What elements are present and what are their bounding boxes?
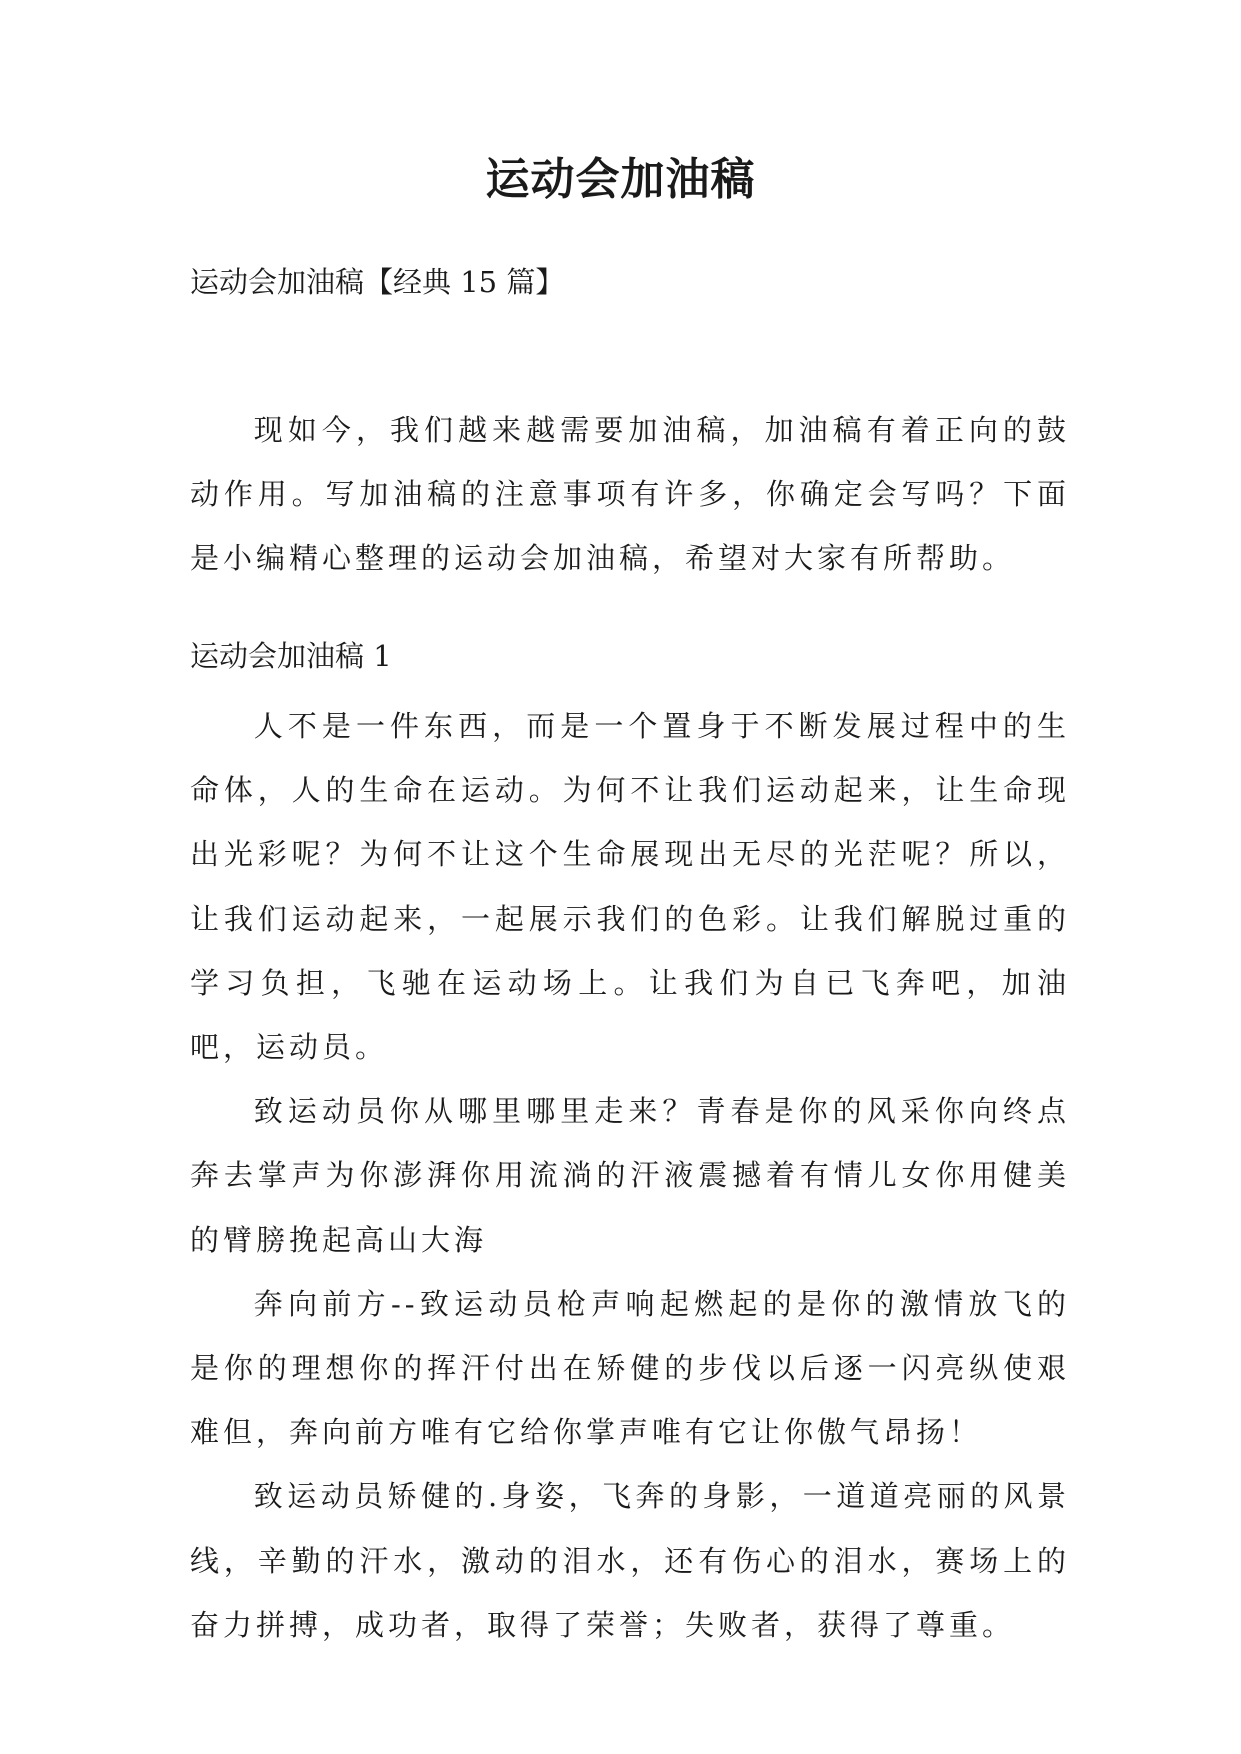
intro-block <box>190 398 1070 591</box>
section-heading: 运动会加油稿 1 <box>190 639 392 673</box>
document-subtitle: 运动会加油稿【经典 15 篇】 <box>190 265 565 299</box>
section-body <box>190 694 1070 1657</box>
section-paragraph: 奔向前方--致运动员枪声响起燃起的是你的激情放飞的是你的理想你的挥汗付出在矫健的步伐以后逐一闪亮纵使艰难但，奔向前方唯有它给你掌声唯有它让你傲气昂扬！ <box>190 1286 1070 1450</box>
section-paragraph: 致运动员你从哪里哪里走来？青春是你的风采你向终点奔去掌声为你澎湃你用流淌的汗液震撼着有情儿女你用健美的臂膀挽起高山大海 <box>190 1094 1070 1257</box>
page-title: 运动会加油稿 <box>485 154 756 205</box>
section-paragraph: 致运动员矫健的.身姿，飞奔的身影，一道道亮丽的风景线，辛勤的汗水，激动的泪水，还有伤心的泪水，赛场上的奋力拼搏，成功者，取得了荣誉；失败者，获得了尊重。 <box>190 1479 1070 1642</box>
section-paragraph: 人不是一件东西，而是一个置身于不断发展过程中的生命体，人的生命在运动。为何不让我们运动起来，让生命现出光彩呢？为何不让这个生命展现出无尽的光茫呢？所以，让我们运动起来，一起展示我们的色彩。让我们解脱过重的学习负担，飞驰在运动场上。让我们为自已飞奔吧，加油吧，运动员。 <box>190 709 1070 1065</box>
intro-paragraph: 现如今，我们越来越需要加油稿，加油稿有着正向的鼓动作用。写加油稿的注意事项有许多，你确定会写吗？下面是小编精心整理的运动会加油稿，希望对大家有所帮助。 <box>190 413 1070 576</box>
